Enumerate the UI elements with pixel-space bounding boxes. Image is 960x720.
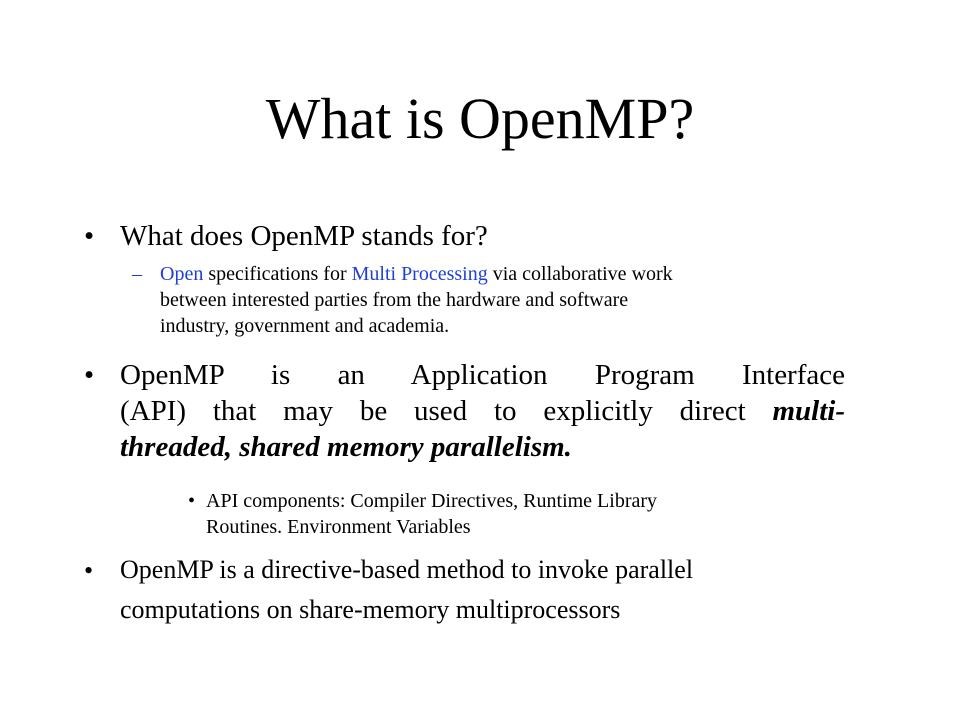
bullet-marker: • xyxy=(84,556,94,585)
sub-bullet-marker: • xyxy=(188,490,196,512)
api-emphasis: multi- xyxy=(772,395,845,427)
directive-line-2: computations on share-memory multiprocessors xyxy=(120,595,621,624)
bullet-openmp-api xyxy=(120,357,845,465)
bullet-what-stands-for: What does OpenMP stands for? xyxy=(120,220,488,252)
api-text: (API) that may be used to explicitly direct xyxy=(120,395,773,427)
bullet-marker: • xyxy=(84,220,95,252)
api-line-2 xyxy=(120,393,845,429)
components-line-1: API components: Compiler Directives, Runtime Library xyxy=(206,490,658,512)
definition-line-3: industry, government and academia. xyxy=(160,315,450,337)
directive-line-1: OpenMP is a directive-based method to invoke parallel xyxy=(120,555,694,584)
definition-text: specifications for xyxy=(203,263,352,285)
api-line-3: threaded, shared memory parallelism. xyxy=(120,431,572,463)
slide-title: What is OpenMP? xyxy=(265,86,695,151)
definition-line-2: between interested parties from the hardware and software xyxy=(160,289,629,311)
dash-marker: – xyxy=(132,263,142,285)
open-highlight: Open xyxy=(160,263,204,285)
openmp-definition xyxy=(160,261,850,339)
api-components xyxy=(206,488,846,540)
api-line-1: OpenMP is an Application Program Interface xyxy=(120,359,845,391)
bullet-marker: • xyxy=(84,359,95,391)
components-line-2: Routines. Environment Variables xyxy=(206,516,471,538)
multi-processing-highlight: Multi Processing xyxy=(351,263,488,285)
definition-text: via collaborative work xyxy=(487,263,673,285)
bullet-directive-based xyxy=(120,550,840,630)
definition-line-1 xyxy=(160,261,850,287)
